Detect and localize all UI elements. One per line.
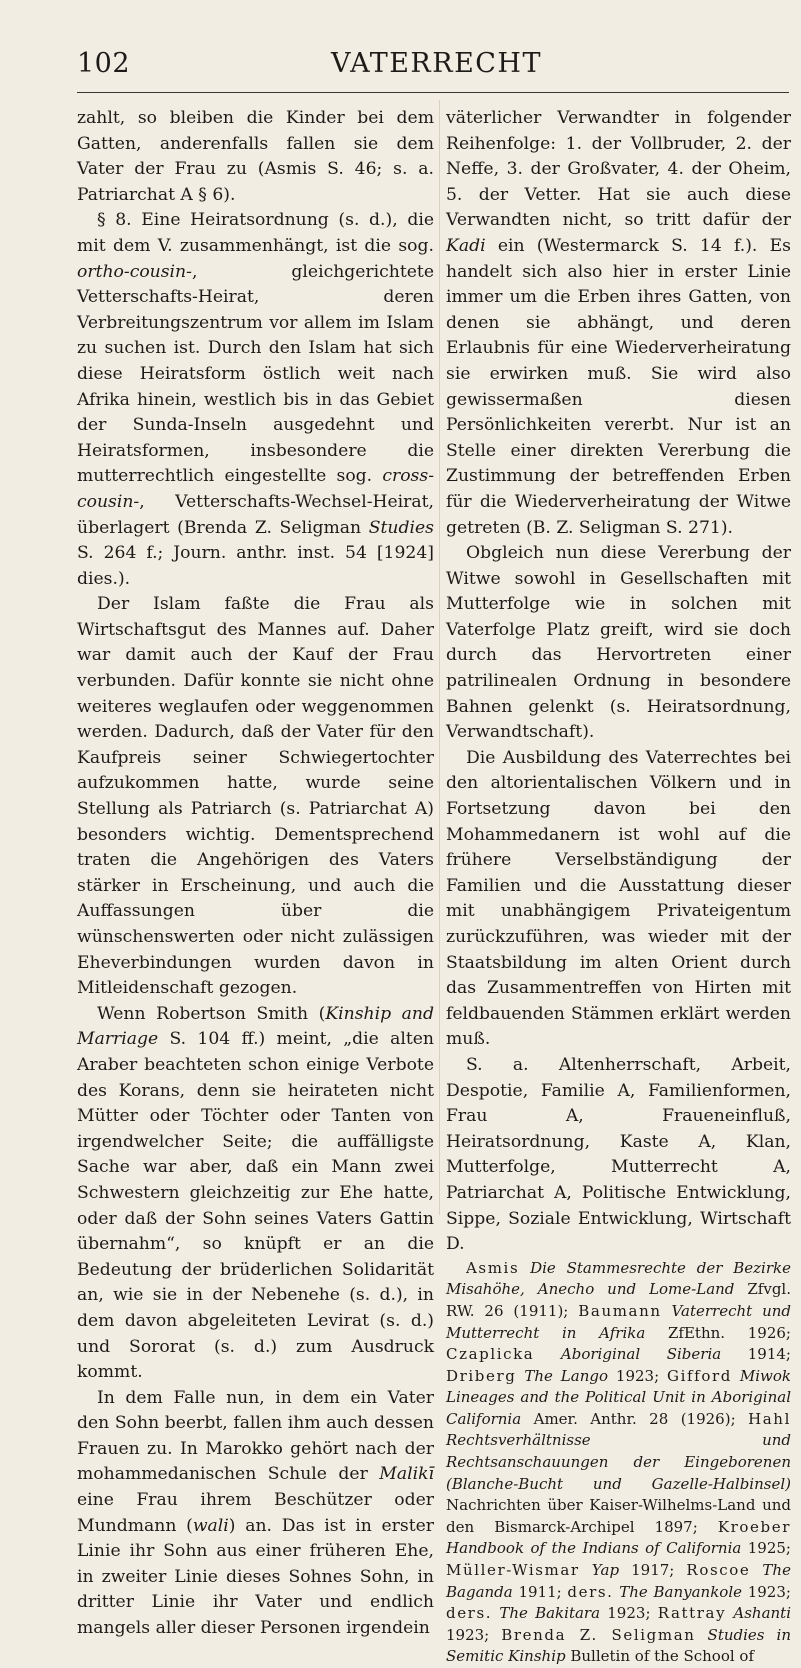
bib-title: The Bakitara <box>499 1604 601 1623</box>
paragraph: Der Islam faßte die Frau als Wirtschaftsgut des Mannes auf. Daher war damit auch der Kauf der Frau verbunden. Dafür konnte sie nicht ohne weiteres weglaufen oder weggenommen werden. Dadurch, daß der Vater für den Kaufpreis seiner Schwiegertochter aufzukommen hatte, wurde seine Stellung als Patriarch (s. Patriarchat A) besonders wichtig. Dementsprechend traten die Angehörigen des Vaters stärker in Erscheinung, und auch die Auffassungen über die wünschenswerten oder nicht zulässigen Eheverbindungen wurden davon in Mitleidenschaft gezogen. <box>77 594 434 999</box>
bib-ref: 1923; <box>607 1604 651 1623</box>
bib-title: Aboriginal Siberia <box>560 1345 722 1364</box>
bib-ref: ZfEthn. 1926; <box>668 1323 791 1342</box>
bib-ref: Zfvgl. RW. 26 (1911); <box>446 1280 791 1320</box>
bib-title: Vaterrecht und Mutterrecht in Afrika <box>446 1301 791 1342</box>
paragraph: väterlicher Verwandter in folgender Reihenfolge: 1. der Vollbruder, 2. der Neffe, 3. der Großvater, 4. der Oheim, 5. der Vetter. Hat sie auch diese Verwandten nicht, so tritt dafür der Kadi ein (Westermarck S. 14 f.). Es handelt sich also hier in erster Linie immer um die Erben ihres Gatten, von denen sie abhängt, und deren Erlaubnis für eine Wiederverheiratung sie erwirken muß. Sie wird also gewissermaßen diesen Persönlichkeiten vererbt. Nur ist an Stelle einer direkten Vererbung die Zustimmung der betreffenden Erben für die Wiederverheiratung der Witwe getreten (B. Z. Seligman S. 271). <box>446 108 791 538</box>
bibliography-entry <box>446 1604 658 1622</box>
bib-title: Studies in Semitic Kinship <box>446 1625 791 1666</box>
bib-title: Handbook of the Indians of California <box>446 1539 742 1558</box>
bib-author: Brenda Z. Seligman <box>501 1625 696 1644</box>
bib-title: The Baganda <box>446 1561 791 1601</box>
bib-ref: 1925; <box>747 1539 791 1558</box>
bib-author: Müller-Wismar <box>446 1561 580 1580</box>
bib-author: Asmis <box>466 1258 520 1277</box>
bib-author: Czaplicka <box>446 1345 535 1364</box>
bib-title: Ashanti <box>733 1604 791 1623</box>
bib-ref: 1914; <box>747 1345 791 1364</box>
column-gutter <box>439 100 440 1215</box>
bibliography-entry <box>567 1583 791 1601</box>
bib-author: ders. <box>567 1582 614 1601</box>
bib-ref: Nachrichten über Kaiser-Wilhelms-Land und den Bismarck-Archipel 1897; <box>446 1496 791 1536</box>
bibliography-entry <box>446 1367 667 1385</box>
paragraph: Obgleich nun diese Vererbung der Witwe sowohl in Gesellschaften mit Mutterfolge wie in solchen mit Vaterfolge Platz greift, wird sie doch durch das Hervortreten einer patrilinealen Ordnung in besondere Bahnen gelenkt (s. Heiratsordnung, Verwandtschaft). <box>446 543 791 743</box>
bib-author: Baumann <box>578 1301 662 1320</box>
paragraph: In dem Falle nun, in dem ein Vater den Sohn beerbt, fallen ihm auch dessen Frauen zu. In Marokko gehört nach der mohammedanischen Schule der Malikī eine Frau ihrem Beschützer oder Mundmann (wali) an. Das ist in erster Linie ihr Sohn aus einer früheren Ehe, in zweiter Linie dieses Sohnes Sohn, in dritter Linie ihr Vater und endlich mangels aller dieser Personen irgendein <box>77 1387 435 1639</box>
page-number: 102 <box>77 48 131 79</box>
bib-title: Die Stammesrechte der Bezirke Misahöhe, Anecho und Lome-Land <box>446 1258 791 1299</box>
bib-author: Driberg <box>446 1366 517 1385</box>
header-rule <box>77 92 789 93</box>
bibliography-entry <box>446 1345 791 1363</box>
running-title: VATERRECHT <box>331 48 542 79</box>
bib-author: Kroeber <box>717 1517 791 1536</box>
bib-author: Hahl <box>748 1409 791 1428</box>
right-column <box>446 106 791 1668</box>
paragraph: zahlt, so bleiben die Kinder bei dem Gatten, anderenfalls fallen sie dem Vater der Frau zu (Asmis S. 46; s. a. Patriarchat A § 6). <box>77 108 434 205</box>
bib-title: The Banyankole <box>619 1582 742 1601</box>
page-header <box>0 48 801 88</box>
bib-ref: 1923; <box>615 1366 660 1385</box>
left-column <box>77 106 434 1642</box>
bib-title: Miwok Lineages and the Political Unit in Aboriginal California <box>446 1366 791 1428</box>
bib-ref: 1911; <box>518 1582 562 1601</box>
bib-author: Gifford <box>667 1366 732 1385</box>
bibliography <box>446 1258 791 1668</box>
bib-ref: 1923; <box>446 1625 490 1644</box>
paragraph-section-8: § 8. Eine Heiratsordnung (s. d.), die mit dem V. zusammenhängt, ist die sog. ortho-cousin-, gleichgerichtete Vetterschafts-Heirat, deren Verbreitungszentrum vor allem im Islam zu suchen ist. Durch den Islam hat sich diese Heiratsform östlich weit nach Afrika hinein, westlich bis in das Gebiet der Sunda-Inseln ausgedehnt und Heiratsformen, insbesondere die mutterrechtlich eingestellte sog. cross-cousin-, Vetterschafts-Wechsel-Heirat, überlagert (Brenda Z. Seligman Studies S. 264 f.; Journ. anthr. inst. 54 [1924] dies.). <box>77 210 434 589</box>
paragraph: Die Ausbildung des Vaterrechtes bei den altorientalischen Völkern und in Fortsetzung davon bei den Mohammedanern ist wohl auf die frühere Verselbständigung der Familien und die Ausstattung dieser mit unabhängigem Privateigentum zurückzuführen, was wieder mit der Staatsbildung im alten Orient durch das Zusammentreffen von Hirten mit feldbauenden Stämmen erklärt werden muß. <box>446 747 791 1050</box>
bib-title: Rechtsverhältnisse und Rechtsanschauungen der Eingeborenen (Blanche-Bucht und Gazelle-Halbinsel) <box>446 1431 791 1493</box>
bib-title: Yap <box>591 1561 620 1580</box>
paragraph: Wenn Robertson Smith (Kinship and Marriage S. 104 ff.) meint, „die alten Araber beachteten schon einige Verbote des Korans, denn sie heirateten nicht Mütter oder Töchter oder Tanten von irgendwelcher Seite; die auffälligste Sache war aber, daß ein Mann zwei Schwestern gleichzeitig zur Ehe hatte, oder daß der Sohn seines Vaters Gattin übernahm“, so knüpft er an die Bedeutung der brüderlichen Solidarität an, wie sie in der Nebenehe (s. d.), in dem davon abgeleiteten Levirat (s. d.) und Sororat (s. d.) zum Ausdruck kommt. <box>77 1003 434 1383</box>
see-also: S. a. Altenherrschaft, Arbeit, Despotie, Familie A, Familienformen, Frau A, Fraueneinfluß, Heiratsordnung, Kaste A, Klan, Mutterfolge, Mutterrecht A, Patriarchat A, Politische Entwicklung, Sippe, Soziale Entwicklung, Wirtschaft D. <box>446 1054 791 1255</box>
bib-author: Roscoe <box>686 1561 751 1580</box>
bib-author: Rattray <box>657 1604 727 1623</box>
bibliography-entry <box>446 1561 686 1579</box>
bib-ref: Amer. Anthr. 28 (1926); <box>533 1409 736 1428</box>
bib-ref: 1923; <box>747 1582 791 1601</box>
bib-title: The Lango <box>524 1366 608 1385</box>
bib-author: ders. <box>446 1604 493 1623</box>
bib-ref: Bulletin of the School of <box>570 1647 755 1666</box>
bib-ref: 1917; <box>631 1561 675 1580</box>
